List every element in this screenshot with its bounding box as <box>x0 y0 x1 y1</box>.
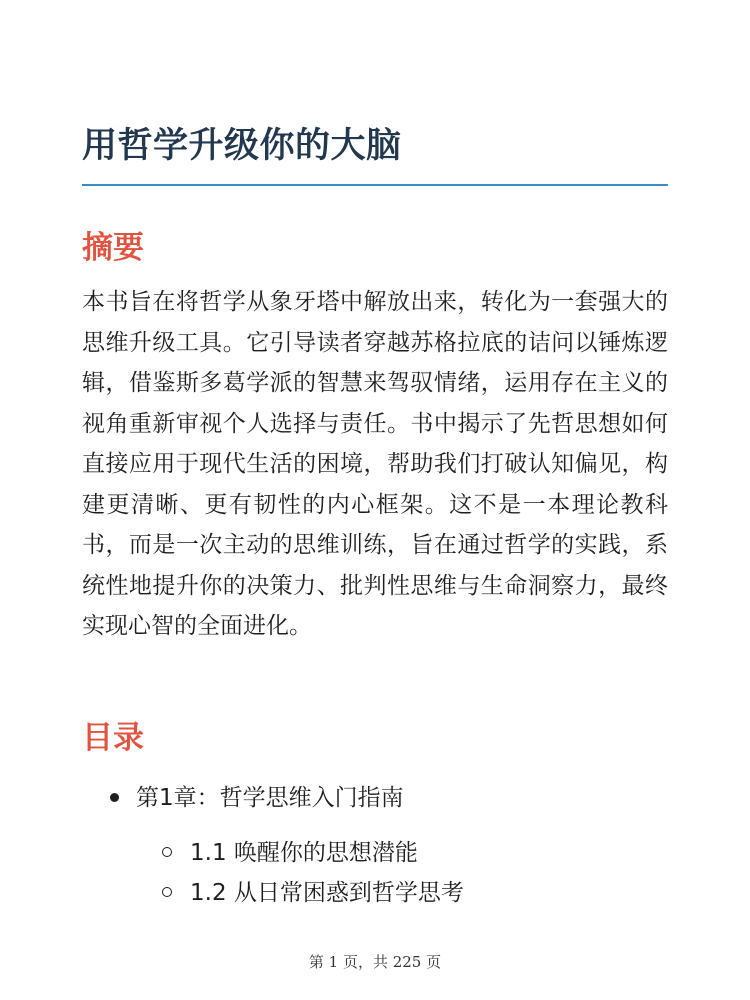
bullet-circle-icon <box>162 847 172 857</box>
title-divider <box>82 184 668 186</box>
toc-list <box>110 778 650 913</box>
toc-chapter-1[interactable] <box>110 778 650 913</box>
toc-section-1-2[interactable] <box>162 873 650 913</box>
page-number-footer: 第 1 页，共 225 页 <box>308 953 442 971</box>
toc-section-label: 1.1 唤醒你的思想潜能 <box>190 840 418 866</box>
book-title: 用哲学升级你的大脑 <box>82 126 402 166</box>
bullet-circle-icon <box>162 887 172 897</box>
toc-heading: 目录 <box>82 720 144 756</box>
toc-sub-list <box>136 833 650 913</box>
toc-section-label: 1.2 从日常困惑到哲学思考 <box>190 880 464 906</box>
bullet-disc-icon <box>110 793 119 802</box>
toc-chapter-label: 第1章：哲学思维入门指南 <box>136 785 404 811</box>
toc-section-1-1[interactable] <box>162 833 650 873</box>
abstract-heading: 摘要 <box>82 230 144 266</box>
abstract-body: 本书旨在将哲学从象牙塔中解放出来，转化为一套强大的思维升级工具。它引导读者穿越苏格拉底的诘问以锤炼逻辑，借鉴斯多葛学派的智慧来驾驭情绪，运用存在主义的视角重新审视个人选择与责任。书中揭示了先哲思想如何直接应用于现代生活的困境，帮助我们打破认知偏见，构建更清晰、更有韧性的内心框架。这不是一本理论教科书，而是一次主动的思维训练，旨在通过哲学的实践，系统性地提升你的决策力、批判性思维与生命洞察力，最终实现心智的全面进化。 <box>82 289 668 639</box>
